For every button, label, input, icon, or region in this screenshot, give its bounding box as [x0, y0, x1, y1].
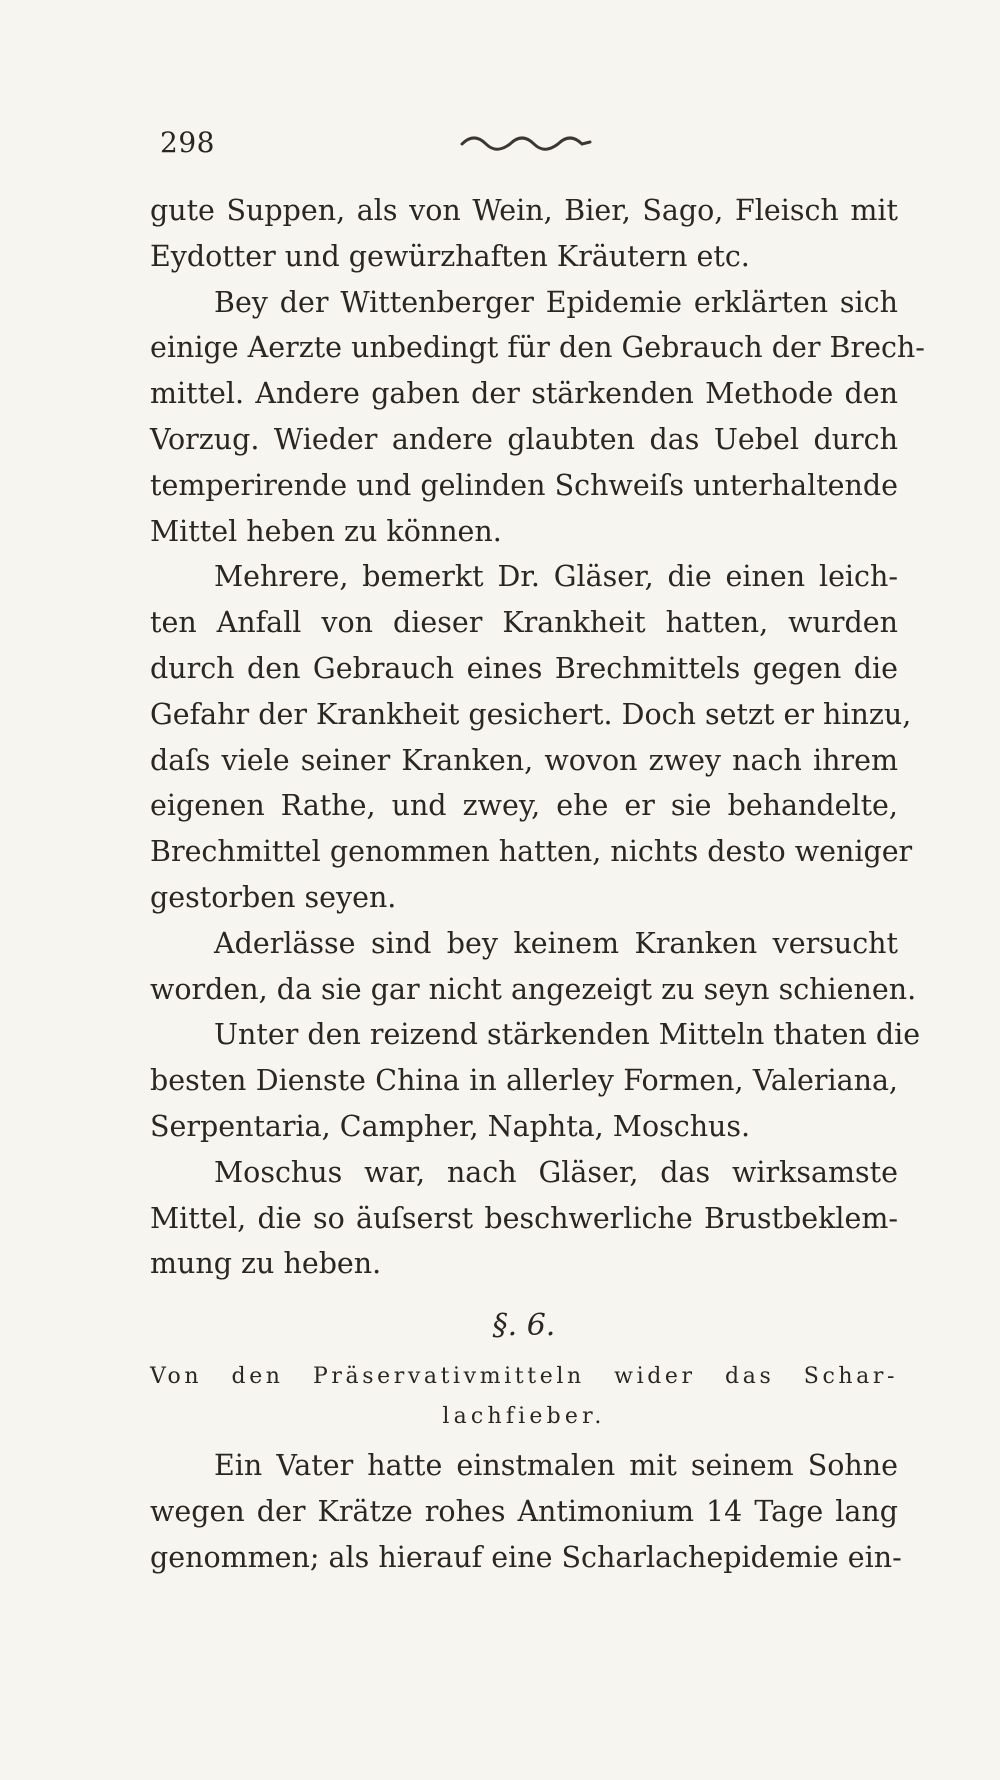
- text-line: temperirende und gelinden Schweiſs unterhaltende: [150, 468, 898, 502]
- text-line: wegen der Krätze rohes Antimonium 14 Tage lang: [150, 1494, 898, 1528]
- text-line: Unter den reizend stärkenden Mitteln thaten die: [214, 1018, 921, 1052]
- text-line: gestorben seyen.: [150, 880, 397, 914]
- text-line: Mittel, die so äuſserst beschwerliche Brustbeklem-: [150, 1201, 898, 1235]
- decorative-wave-rule-icon: [458, 130, 598, 154]
- section-title: Von den Präservativmitteln wider das Schar-: [150, 1364, 898, 1390]
- paragraph: [150, 1443, 902, 1580]
- paragraph: [150, 280, 925, 555]
- paragraph: [150, 188, 898, 280]
- text-line: Moschus war, nach Gläser, das wirksamste: [214, 1155, 898, 1189]
- text-line: worden, da sie gar nicht angezeigt zu seyn schienen.: [150, 972, 917, 1006]
- text-line: Vorzug. Wieder andere glaubten das Uebel durch: [150, 422, 898, 456]
- text-line: mittel. Andere gaben der stärkenden Methode den: [150, 377, 898, 411]
- text-line: einige Aerzte unbedingt für den Gebrauch der Brech-: [150, 331, 925, 365]
- text-line: mung zu heben.: [150, 1247, 382, 1281]
- section-number: §. 6.: [492, 1308, 556, 1344]
- text-line: genommen; als hierauf eine Scharlachepidemie ein-: [150, 1540, 902, 1574]
- text-line: Gefahr der Krankheit gesichert. Doch setzt er hinzu,: [150, 697, 912, 731]
- text-line: Bey der Wittenberger Epidemie erklärten sich: [214, 285, 898, 319]
- text-line: ten Anfall von dieser Krankheit hatten, wurden: [150, 606, 898, 640]
- text-line: Serpentaria, Campher, Naphta, Moschus.: [150, 1109, 751, 1143]
- paragraph: [150, 921, 917, 1013]
- text-line: Ein Vater hatte einstmalen mit seinem Sohne: [214, 1449, 898, 1483]
- text-line: Mehrere, bemerkt Dr. Gläser, die einen leich-: [214, 560, 898, 594]
- text-line: durch den Gebrauch eines Brechmittels gegen die: [150, 651, 898, 685]
- body-text: [150, 188, 925, 1581]
- section-title: lachfieber.: [442, 1404, 606, 1430]
- text-line: Mittel heben zu können.: [150, 514, 502, 548]
- text-line: Brechmittel genommen hatten, nichts desto weniger: [150, 835, 913, 869]
- text-line: Aderlässe sind bey keinem Kranken versucht: [214, 926, 898, 960]
- paragraph: [150, 1150, 898, 1287]
- paragraph: [150, 1012, 921, 1149]
- text-line: gute Suppen, als von Wein, Bier, Sago, Fleisch mit: [150, 194, 898, 227]
- text-line: Eydotter und gewürzhaften Kräutern etc.: [150, 239, 750, 273]
- text-line: daſs viele seiner Kranken, wovon zwey nach ihrem: [150, 743, 898, 777]
- text-line: besten Dienste China in allerley Formen, Valeriana,: [150, 1064, 898, 1098]
- text-line: eigenen Rathe, und zwey, ehe er sie behandelte,: [150, 789, 898, 823]
- page-header: [160, 126, 900, 166]
- paragraph: [150, 554, 913, 920]
- page-number: 298: [160, 126, 215, 159]
